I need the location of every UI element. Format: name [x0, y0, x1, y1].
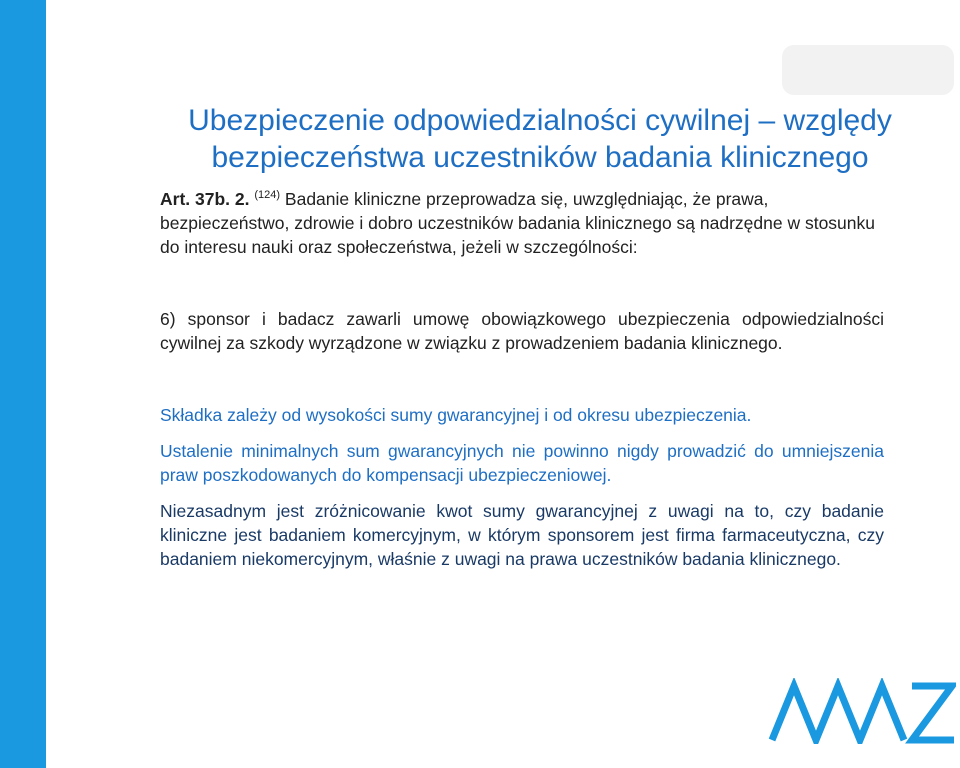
article-intro-text: Badanie kliniczne przeprowadza się, uwzględniając, że prawa, bezpieczeństwo, zdrowie i dobro uczestników badania klinicznego są nadrzędne w stosunku do interesu nauki oraz społeczeństwa, jeżeli w szczególności: — [160, 189, 875, 257]
slide-content — [160, 187, 884, 571]
note-minimum-sums: Ustalenie minimalnych sum gwarancyjnych nie powinno nigdy prowadzić do umniejszenia praw poszkodowanych do kompensacji ubezpieczeniowej. — [160, 441, 884, 485]
corner-placeholder-box — [782, 45, 954, 95]
left-accent-bar — [0, 0, 46, 768]
slide-title — [120, 102, 960, 176]
amz-logo-icon — [766, 678, 956, 744]
note-unjustified-differentiation: Niezasadnym jest zróżnicowanie kwot sumy gwarancyjnej z uwagi na to, czy badanie kliniczne jest badaniem komercyjnym, w którym sponsorem jest firma farmaceutyczna, czy badaniem niekomercyjnym, właśnie z uwagi na prawa uczestników badania klinicznego. — [160, 501, 884, 569]
footnote-marker: (124) — [254, 189, 281, 202]
note-premium: Składka zależy od wysokości sumy gwarancyjnej i od okresu ubezpieczenia. — [160, 405, 752, 425]
article-label: Art. 37b. 2. — [160, 189, 250, 209]
article-intro — [160, 187, 884, 259]
article-item-6: 6) sponsor i badacz zawarli umowę obowiązkowego ubezpieczenia odpowiedzialności cywilnej za szkody wyrządzone w związku z prowadzeniem badania klinicznego. — [160, 309, 884, 353]
title-line-2: bezpieczeństwa uczestników badania klinicznego — [211, 141, 869, 174]
title-line-1: Ubezpieczenie odpowiedzialności cywilnej – względy — [188, 104, 892, 137]
